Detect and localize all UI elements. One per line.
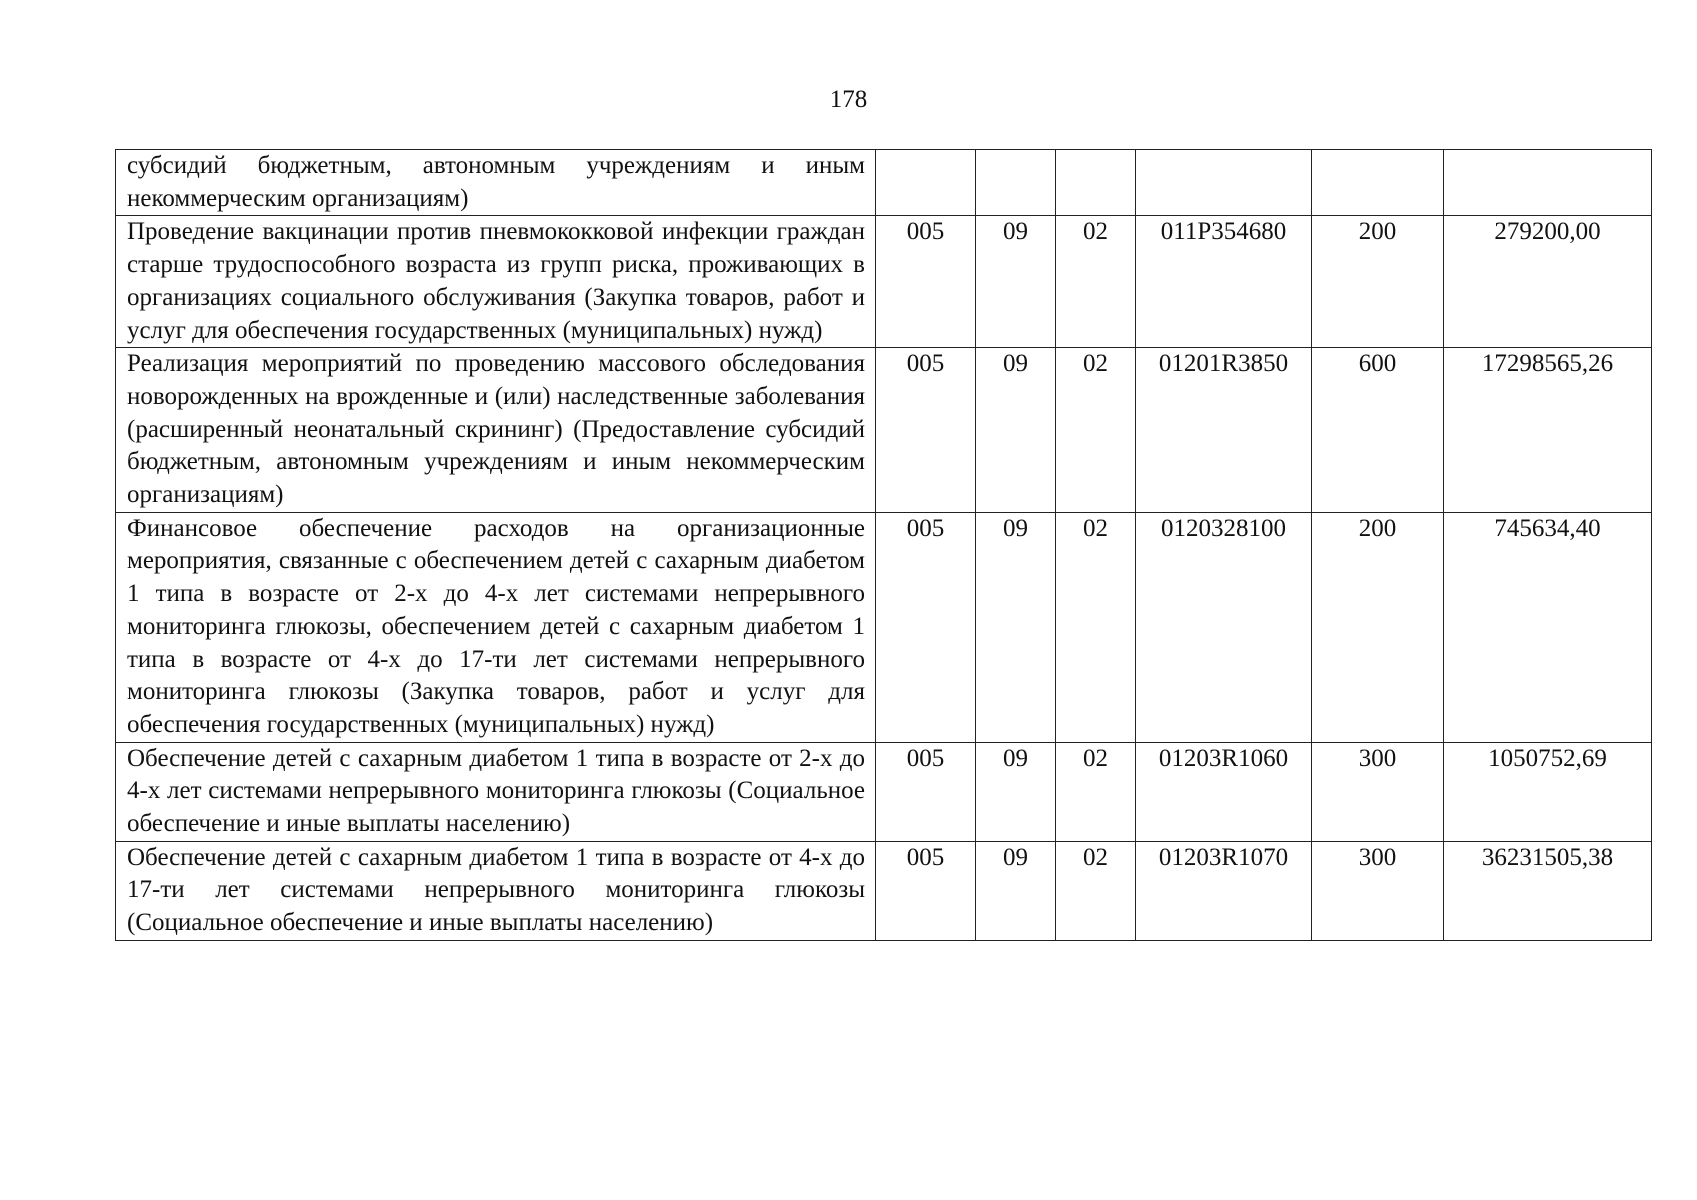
row-expense-type-code: 300 — [1312, 742, 1444, 841]
row-description: Проведение вакцинации против пневмококковой инфекции граждан старше трудоспособного возраста из групп риска, проживающих в организациях социального обслуживания (Закупка товаров, работ и услуг для обеспечения государственных (муниципальных) нужд) — [116, 216, 876, 348]
row-target-article-code: 01203R1060 — [1136, 742, 1312, 841]
table-row — [116, 742, 1652, 841]
row-expense-type-code: 600 — [1312, 348, 1444, 513]
row-expense-type-code: 200 — [1312, 512, 1444, 742]
row-section-code: 09 — [976, 841, 1056, 940]
row-description: субсидий бюджетным, автономным учреждениям и иным некоммерческим организациям) — [116, 150, 876, 216]
row-ved-code: 005 — [876, 841, 976, 940]
row-description: Финансовое обеспечение расходов на организационные мероприятия, связанные с обеспечением детей с сахарным диабетом 1 типа в возрасте от 2-х до 4-х лет системами непрерывного мониторинга глюкозы, обеспечением детей с сахарным диабетом 1 типа в возрасте от 4-х до 17-ти лет системами непрерывного мониторинга глюкозы (Закупка товаров, работ и услуг для обеспечения государственных (муниципальных) нужд) — [116, 512, 876, 742]
table-row — [116, 348, 1652, 513]
table-row — [116, 216, 1652, 348]
table-row — [116, 841, 1652, 940]
row-ved-code: 005 — [876, 512, 976, 742]
row-subsection-code: 02 — [1056, 512, 1136, 742]
row-amount: 279200,00 — [1444, 216, 1652, 348]
row-subsection-code: 02 — [1056, 348, 1136, 513]
row-subsection-code: 02 — [1056, 742, 1136, 841]
row-amount: 1050752,69 — [1444, 742, 1652, 841]
table-row — [116, 150, 1652, 216]
row-section-code — [976, 150, 1056, 216]
row-description: Реализация мероприятий по проведению массового обследования новорожденных на врожденные и (или) наследственные заболевания (расширенный неонатальный скрининг) (Предоставление субсидий бюджетным, автономным учреждениям и иным некоммерческим организациям) — [116, 348, 876, 513]
table-row — [116, 512, 1652, 742]
row-target-article-code: 01203R1070 — [1136, 841, 1312, 940]
row-subsection-code: 02 — [1056, 216, 1136, 348]
row-section-code: 09 — [976, 348, 1056, 513]
row-description: Обеспечение детей с сахарным диабетом 1 типа в возрасте от 4-х до 17-ти лет системами непрерывного мониторинга глюкозы (Социальное обеспечение и иные выплаты населению) — [116, 841, 876, 940]
row-amount — [1444, 150, 1652, 216]
row-amount: 745634,40 — [1444, 512, 1652, 742]
row-subsection-code — [1056, 150, 1136, 216]
row-section-code: 09 — [976, 512, 1056, 742]
row-target-article-code — [1136, 150, 1312, 216]
row-target-article-code: 0120328100 — [1136, 512, 1312, 742]
row-target-article-code: 01201R3850 — [1136, 348, 1312, 513]
row-description: Обеспечение детей с сахарным диабетом 1 типа в возрасте от 2-х до 4-х лет системами непрерывного мониторинга глюкозы (Социальное обеспечение и иные выплаты населению) — [116, 742, 876, 841]
row-expense-type-code — [1312, 150, 1444, 216]
row-expense-type-code: 300 — [1312, 841, 1444, 940]
row-section-code: 09 — [976, 742, 1056, 841]
row-ved-code — [876, 150, 976, 216]
page-number: 178 — [829, 86, 868, 113]
budget-table — [115, 149, 1652, 941]
row-target-article-code: 011P354680 — [1136, 216, 1312, 348]
row-amount: 17298565,26 — [1444, 348, 1652, 513]
row-ved-code: 005 — [876, 216, 976, 348]
row-section-code: 09 — [976, 216, 1056, 348]
row-ved-code: 005 — [876, 742, 976, 841]
row-ved-code: 005 — [876, 348, 976, 513]
row-expense-type-code: 200 — [1312, 216, 1444, 348]
row-subsection-code: 02 — [1056, 841, 1136, 940]
row-amount: 36231505,38 — [1444, 841, 1652, 940]
